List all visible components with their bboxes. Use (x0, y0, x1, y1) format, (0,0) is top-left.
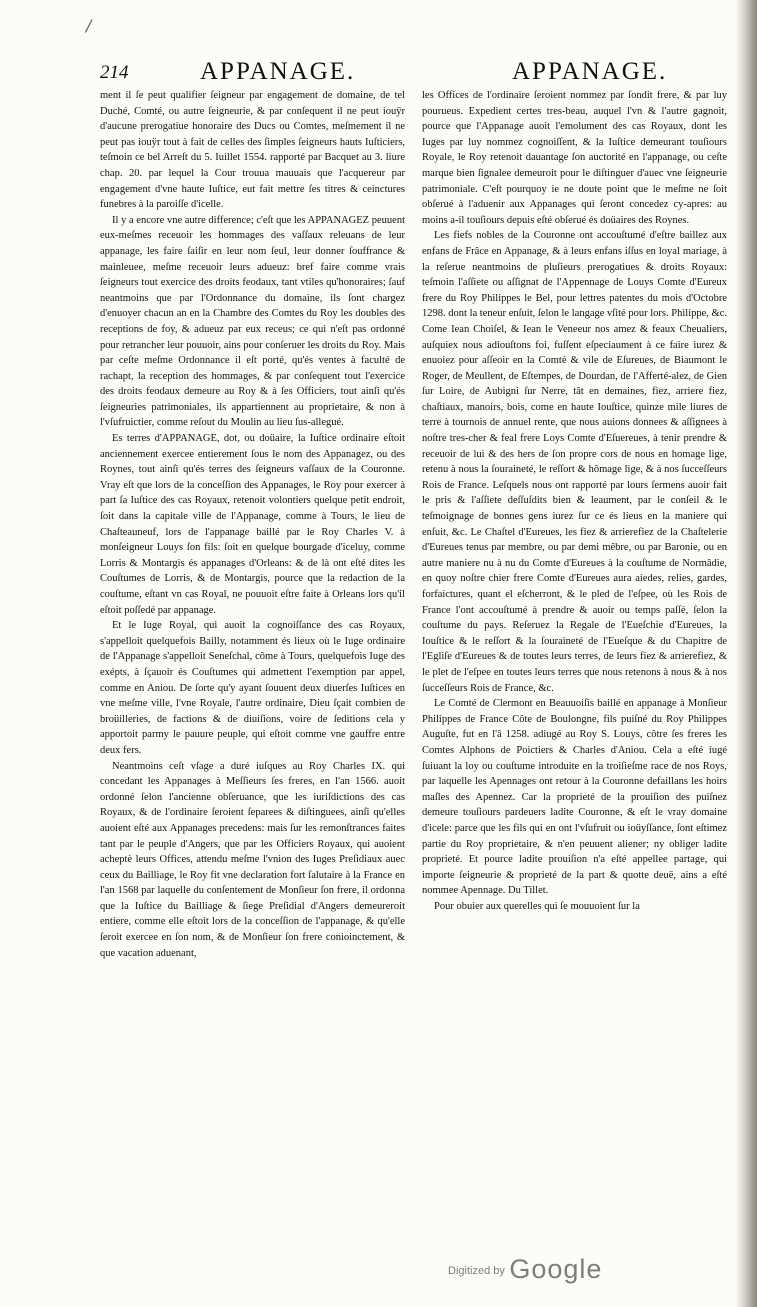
paragraph: ment il ſe peut qualifier ſeigneur par engagement de domaine, de tel Duché, Comté, ou autre ſeigneurie, & par conſequent il ne peut iouÿr d'aucune prerogatiue honoraire des Ducs ou Comtes, meſmement il ne peut pas iouÿr tout à fait de celles des ſimples ſeigneurs hauts Iuſticiers, teſmoin ce bel Arreſt du 5. Iuillet 1554. rapporté par Bacquet au 3. liure chap. 20. par lequel la Cour trouua mauuais que l'acquereur par engagement d'vne haute Iuſtice, eut fait mettre ſes titres & ceinctures funebres à la paroiſſe d'icelle. (100, 90, 405, 211)
paragraph: Et le Iuge Royal, qui auoit la cognoiſſance des cas Royaux, s'appelloit quelquefois Bailly, notamment és lieux où le Iuge ordinaire de l'Appanage s'appelloit Seneſchal, côme à Tours, quelquefois Iuge des exépts, à ſçauoir és Couſtumes qui admettent l'exemption par appel, comme en Aniou. De ſorte qu'y ayant ſouuent deux diuerſes Iuſtices en vne meſme ville, l'vne Royale, l'autre ordinaire, Dieu ſçait combien de broüilleries, de factions & de diuiſions, voire de ſeditions cela y apportoit parmy le pauure peuple, qui eſtoit comme vne gauffre entre deux fers. (100, 620, 405, 756)
running-head-right: APPANAGE. (512, 58, 668, 85)
page-number: 214 (100, 62, 129, 83)
left-column (100, 88, 405, 961)
page-header (100, 58, 732, 88)
paragraph: les Offices de l'ordinaire ſeroient nommez par ſondit frere, & par luy pourueus. Expedient certes tres-beau, auquel l'vn & l'autre gagnoit, pource que l'Appanage auoit l'emolument des cas Royaux, dont les Iuges par luy nommez cognoiſſent, & la Iuſtice demeurant touſiours Royale, le Roy retenoit dauantage ſon auctorité en l'appanage, ou ceſte marque bien ſignalee demeuroit pour le diſtinguer d'auec vne ſeigneurie patrimoniale. C'eſt pourquoy ie ne doute point que le meſme ne ſoit obſerué à l'aduenir aux Appanages qui ſeront concedez cy-apres: au moins a-il touſiours depuis eſté obſerué és doüaires des Roynes. (422, 90, 727, 226)
paragraph: Le Comté de Clermont en Beauuoiſis baillé en appanage à Monſieur Philippes de France Côte de Boulongne, fils puiſné du Roy Philippes Auguſte, fut en l'â 1258. adiugé au Roy S. Louys, côtre ſes freres les Comtes Alphons de Poictiers & Charles d'Aniou. Cela a eſté iugé ſuiuant la loy ou couſtume introduite en la troiſieſme race de nos Roys, par laquelle les Apennages ont retour à la Couronne defaillans les hoirs maſles des Apennez. Car la proprieté de la prouiſion des puiſnez demeure touſiours pardeuers ladite Couronne, & eſt le vray domaine d'icele: parce que les fils qui en ont l'vſufruit ou ioüyſſance, ſont eſtimez partie du Roy proprietaire, & n'en peuuent aliener; ny obliger ladite proprieté. Et pource ladite prouiſion n'a eſté appellee partage, qui importe ſeigneurie & proprieté de la part & quotte deuë, ains a eſté nommee Apennage. Du Tillet. (422, 698, 727, 897)
paragraph: Pour obuier aux querelles qui ſe mouuoient ſur la (434, 900, 640, 912)
running-head-left: APPANAGE. (200, 58, 356, 85)
digitized-watermark (448, 1254, 602, 1294)
right-column (422, 88, 727, 914)
margin-mark: / (86, 16, 92, 35)
paragraph: Es terres d'APPANAGE, dot, ou doüaire, la Iuſtice ordinaire eſtoit anciennement exercee entierement ſous le nom des Appanagez, ou des Roynes, tout ainſi qu'és terres des ſeigneurs vaſſaux de la Couronne. Vray eſt que lors de la conceſſion des Appanages, le Roy pour exercer à part ſa Iuſtice des cas Royaux, retenoit volontiers quelque petit endroit, ſoit dans la capitale ville de l'Appanage, comme à Tours, le lieu de Chaſteauneuf, lors de l'appanage baillé par le Roy Charles V. à monſeigneur Louys ſon fils: ſoit en quelque bourgade d'iceluy, comme Lorris & Montargis és appanages d'Orleans: & de là ont eſté dites les Couſtumes de Lorris, & de Montargis, pource que la redaction de la couſtume, eſtant vn cas Royal, ne pouuoit eſtre faite à Orleans lors qu'il eſtoit poſſedé par appanage. (100, 433, 405, 616)
digitized-by-label: Digitized by (448, 1265, 505, 1277)
paragraph: Neantmoins ceſt vſage a duré iuſques au Roy Charles IX. qui concedant les Appanages à Meſſieurs ſes freres, en l'an 1566. auoit ordonné ſelon l'ancienne obſeruance, que les iuriſdictions des cas Royaux, & de l'ordinaire ſeroient ſeparees & diſtinguees, ainſi qu'elles auoient eſté aux Appanages precedens: mais ſur les remonſtrances faites tant par le peuple d'Angers, que par les Officiers Royaux, qui auoient acheptè leurs Offices, attendu meſme l'vnion des Iuges Preſidiaux auec ceux du Bailliage, le Roy fit vne declaration fort ſalutaire à la France en l'an 1568 par laquelle du conſentement de Monſieur ſon frere, il ordonna que la Iuſtice du Bailliage & ſiege Preſidial d'Angers demeureroit entiere, comme elle eſtoit lors de la conceſſion de l'appanage, & qu'elle ſeroit exercee en ſon nom, & de Monſieur ſon frere conioinctement, & que vacation aduenant, (100, 760, 405, 959)
paragraph: Les fiefs nobles de la Couronne ont accouſtumé d'eſtre baillez aux enfans de Frâce en Appanage, & à leurs enfans iſſus en loyal mariage, à la reſerue neantmoins de pluſieurs prerogatiues & droits Royaux: teſmoin l'aſſiete ou aſſignat de l'Appennage de Louys Comte d'Eureux frere du Roy Philippes le Bel, pour lettres patentes du mois d'Octobre 1298. dont la teneur enſuit, ſelon le langage vſité pour lors. Philippe, &c. Come Iean Choiſel, & Iean le Veneeur nos amez & feaux Cheualiers, auſquiex nous adiouſtons foi, fuſſent eſpeciaument à ce faire iurez & enuoiez pour aſſeoir en la Comté & vile de Eſureues, de Biaumont le Roger, de Meullent, de Eſtempes, de Dourdan, de l'Afferté-alez, de Gien ſur Loire, de Aubigni ſur Nerre, tât en demaines, fiez, arriere fiez, chaſtiaux, manoirs, bois, come en haute Iouſtice, quinze mile liures de terre à tournois de annuel rente, que nous auions donnees & aſſignees à noſtre tres-cher & feal frere Loys Comte d'Eſuereues, à tenir prendre & receuoir de lui & des hers de ſon propre cors de nous en homage lige, retenu à nous la ſouraineté, le reſſort & hômage lige, & à nos ſucceſſeurs Rois de France. Leſquels nous ont rapporté par lours ſermens auoir fait le pris & l'aſſiete deſſuſdits bien & leaument, par le conſeil & le teſmoignage de bonnes gens iurez ſur ce és lieus en la maniere qui enſuit, &c. Le Chaſtel d'Eureues, les fiez & arrierefiez de la Chaſtelerie d'Eureues tenus par membre, ou par demi mêbre, ou par Baronie, ou en autre maniere nu à nu du Comte d'Eureues à la couſtume de Normâdie, en quoy noſtre chier frere Comte d'Eureues aura aiedes, relies, gardes, forfaictures, quant el eſcherront, & le pled de l'eſpee, où les Rois de France l'ont accouſtumé à prendre & auoir ou temps paſſé, ſelon la couſtume du pays. Reſeruez la Regale de l'Eueſchie d'Eureues, la Iouſtice & le reſſort & la ſouraineté de l'Eueſque & du Chapitre de l'Egliſe d'Eureues & de toutes leurs terres, de leurs fiez & arrierefiez, & le plet de l'eſpee en toutes leurs terres que nous retenons à nous & à nos ſucceſſeurs Rois de France, &c. (422, 230, 727, 694)
google-logo: Google (509, 1254, 603, 1284)
page-edge (735, 0, 757, 1307)
paragraph: Il y a encore vne autre difference; c'eſt que les APPANAGEZ peuuent eux-meſmes receuoir les hommages des vaſſaux releuans de leur appanage, les faire ſaiſir en leur nom ſeul, leur donner ſouffrance & mainleuee, meſme receuoir leurs adueuz: bref faire comme vrais ſeigneurs tout exercice des droits feodaux, tant vtiles qu'honoraires; ſauf neantmoins que par l'Ordonnance du domaine, ils ſont chargez d'enuoyer chacun an en la Chambre des Comtes du Roy les doubles des receptions de foy, & adueuz par eux receus; ce qui n'eſt pas ordonné pour retrancher leur pouuoir, ains pour conſeruer les droits du Roy. Mais par ceſte meſme Ordonnance il eſt porté, qu'és ventes à faculté de rachapt, la reception des hommages, & par conſequent tout l'exercice des droits feodaux demeure au Roy & à ſes Officiers, tout ainſi qu'és ſeigneuries patrimoniales, ils appartiennent au proprietaire, & non à l'vſufruictier, comme reſout du Moulin au lieu ſus-allegué. (100, 214, 405, 429)
